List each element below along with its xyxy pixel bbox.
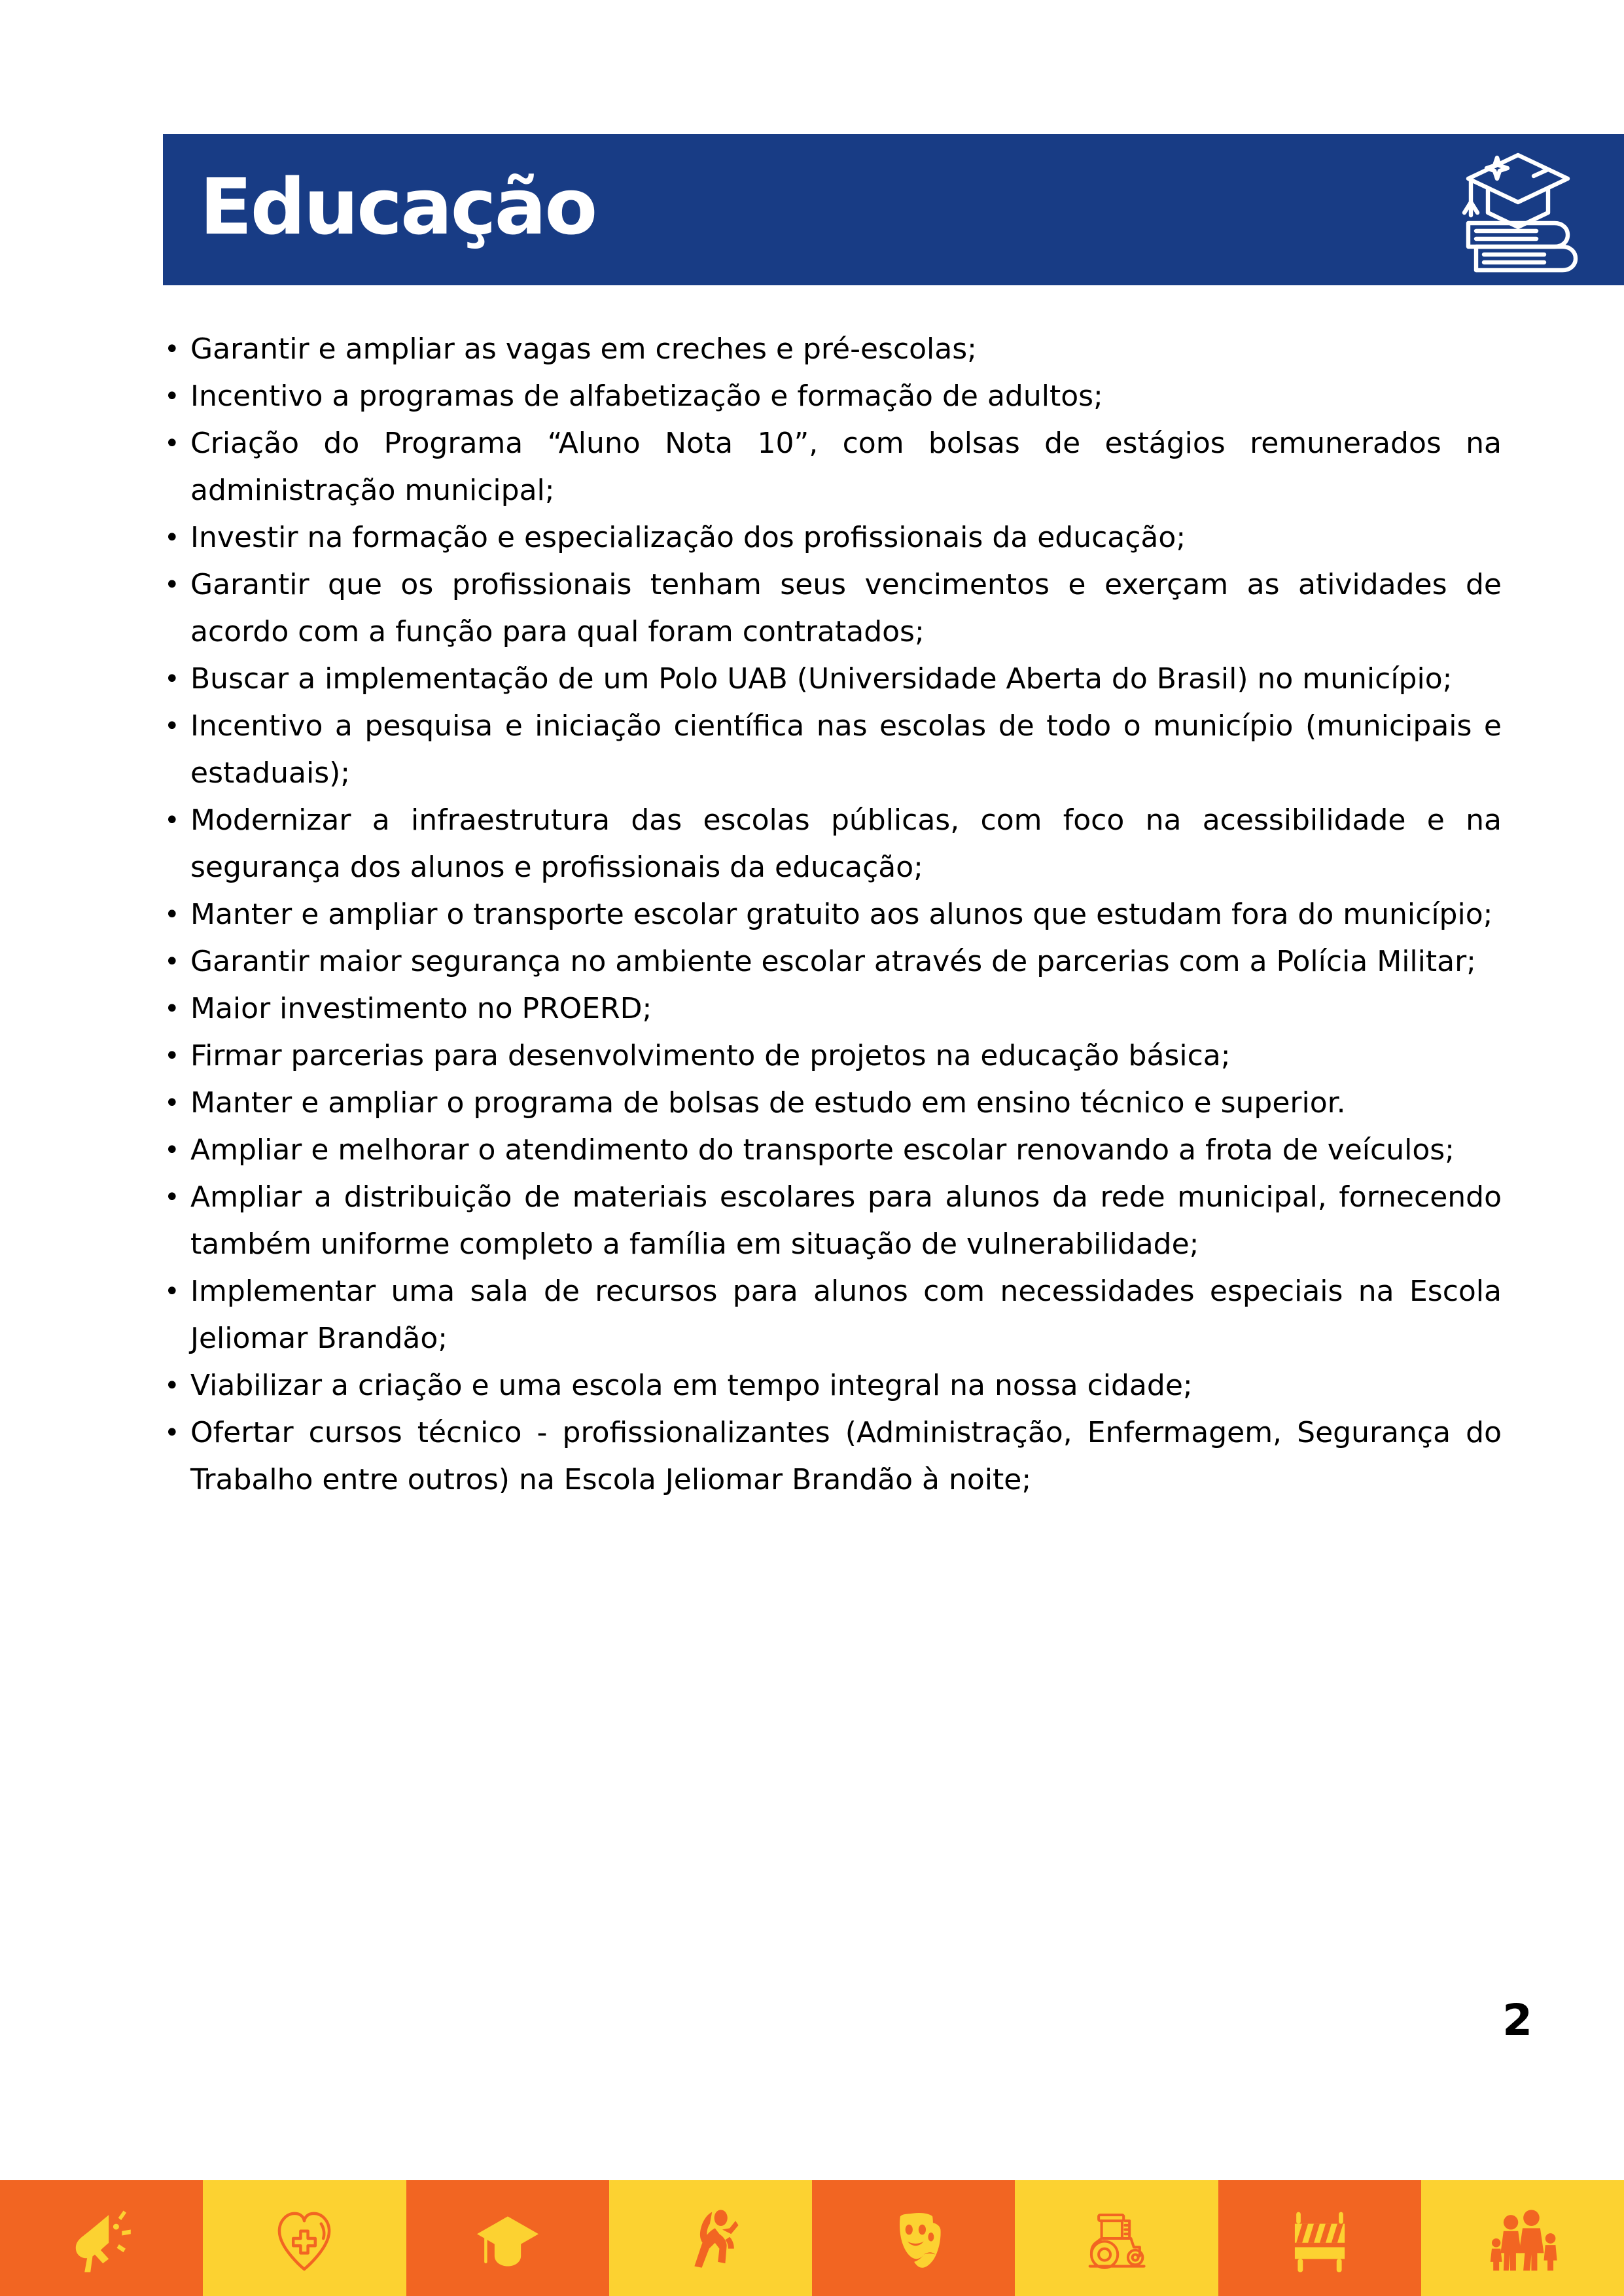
page-title: Educação	[200, 161, 596, 252]
heart-medical-cross-icon	[268, 2202, 341, 2275]
footer-cell-social	[1421, 2180, 1624, 2296]
tractor-icon	[1080, 2202, 1153, 2275]
footer-cell-sports	[609, 2180, 812, 2296]
list-item: • Implementar uma sala de recursos para alunos com necessidades especiais na Escola Jeliomar Brandão;	[163, 1268, 1502, 1362]
list-item: • Garantir e ampliar as vagas em creches e pré-escolas;	[163, 326, 1502, 373]
graduation-cap-on-books-icon	[1453, 145, 1583, 275]
footer-cell-culture	[812, 2180, 1015, 2296]
footer-icon-strip	[0, 2180, 1624, 2296]
proposal-list	[163, 326, 1502, 1504]
list-item: • Ampliar a distribuição de materiais escolares para alunos da rede municipal, fornecendo também uniforme completo a família em situação de vulnerabilidade;	[163, 1174, 1502, 1268]
list-item: • Garantir maior segurança no ambiente escolar através de parcerias com a Polícia Militar;	[163, 938, 1502, 985]
list-item: • Viabilizar a criação e uma escola em tempo integral na nossa cidade;	[163, 1362, 1502, 1409]
section-proposals	[163, 326, 1502, 1504]
family-icon	[1486, 2202, 1559, 2275]
footer-cell-communication	[0, 2180, 203, 2296]
list-item: • Ofertar cursos técnico - profissionalizantes (Administração, Enfermagem, Segurança do Trabalho entre outros) na Escola Jeliomar Brandão à noite;	[163, 1409, 1502, 1504]
section-header-banner	[163, 134, 1624, 285]
list-item: • Incentivo a programas de alfabetização e formação de adultos;	[163, 373, 1502, 420]
footer-cell-education	[406, 2180, 609, 2296]
list-item: • Buscar a implementação de um Polo UAB (Universidade Aberta do Brasil) no município;	[163, 656, 1502, 703]
list-item: • Incentivo a pesquisa e iniciação científica nas escolas de todo o município (municipais e estaduais);	[163, 703, 1502, 797]
page-number: 2	[1502, 1995, 1532, 2045]
theater-masks-icon	[877, 2202, 950, 2275]
footer-cell-infrastructure	[1218, 2180, 1421, 2296]
list-item: • Garantir que os profissionais tenham seus vencimentos e exerçam as atividades de acordo com a função para qual foram contratados;	[163, 561, 1502, 656]
running-person-icon	[674, 2202, 747, 2275]
list-item: • Investir na formação e especialização dos profissionais da educação;	[163, 514, 1502, 561]
road-barrier-icon	[1283, 2202, 1356, 2275]
megaphone-icon	[65, 2202, 138, 2275]
list-item: • Modernizar a infraestrutura das escolas públicas, com foco na acessibilidade e na segurança dos alunos e profissionais da educação;	[163, 797, 1502, 891]
list-item: • Firmar parcerias para desenvolvimento de projetos na educação básica;	[163, 1033, 1502, 1080]
list-item: • Maior investimento no PROERD;	[163, 985, 1502, 1033]
list-item: • Criação do Programa “Aluno Nota 10”, com bolsas de estágios remunerados na administração municipal;	[163, 420, 1502, 514]
graduation-cap-icon	[471, 2202, 544, 2275]
list-item: • Manter e ampliar o transporte escolar gratuito aos alunos que estudam fora do município;	[163, 891, 1502, 938]
footer-cell-health	[203, 2180, 406, 2296]
footer-cell-agriculture	[1015, 2180, 1218, 2296]
list-item: • Ampliar e melhorar o atendimento do transporte escolar renovando a frota de veículos;	[163, 1127, 1502, 1174]
list-item: • Manter e ampliar o programa de bolsas de estudo em ensino técnico e superior.	[163, 1080, 1502, 1127]
